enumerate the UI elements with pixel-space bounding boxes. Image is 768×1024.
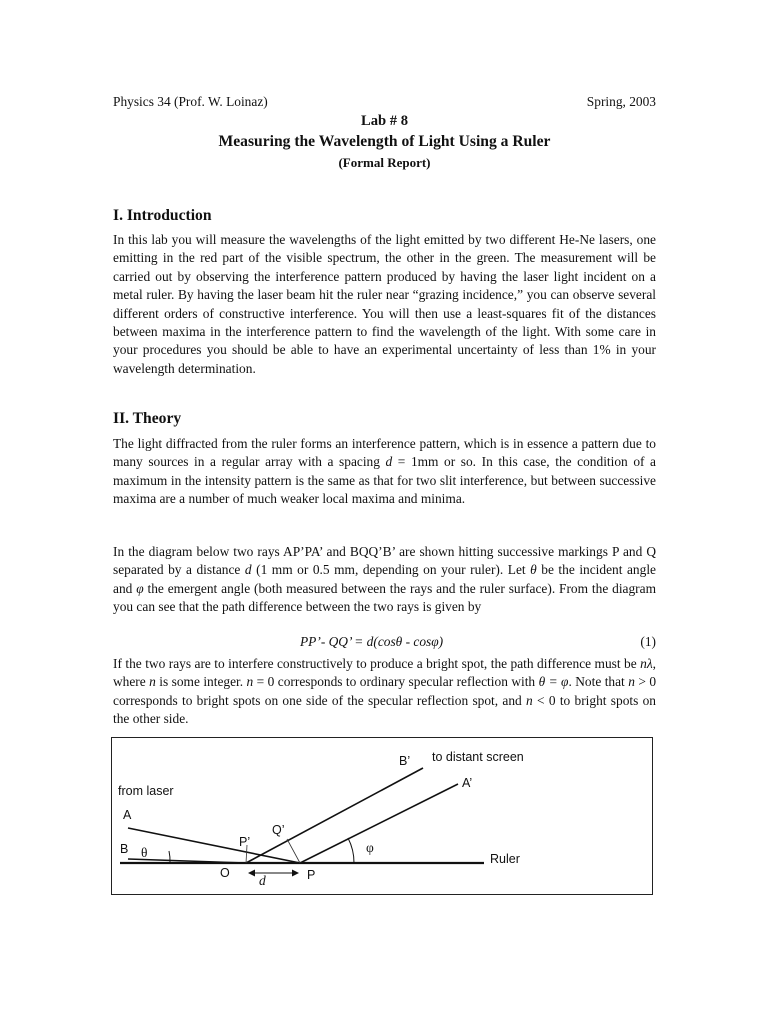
term-label: Spring, 2003: [586, 94, 656, 109]
label-a: A: [123, 808, 132, 822]
lab-number: Lab # 8: [360, 113, 409, 129]
symbol-d: d: [385, 454, 393, 470]
intro-paragraph: In this lab you will measure the wavelengths of the light emitted by two different He-Ne lasers, one emitting in the red part of the visible spectrum, the other in the green. The measurement will be carried out by observing the interference pattern produced by having the laser light incident on a metal ruler. By having the laser beam hit the ruler near “grazing incidence,” you can observe several different orders of constructive interference. You will then use a least-squares fit of the distances between maxima in the interference pattern to find the wavelength of the light. With some care in your procedures you should be able to have an experimental uncertainty of less than 1% in your wavelength determination.: [113, 232, 656, 376]
text-run: = 0 corresponds to ordinary specular reflection with: [253, 674, 539, 690]
symbol-n: n: [149, 674, 156, 690]
theory-paragraph-3: [113, 655, 656, 729]
label-p: P: [307, 868, 316, 882]
intro-heading: I. Introduction: [113, 207, 212, 224]
text-run: is some integer.: [155, 674, 247, 690]
label-p-prime: P’: [239, 835, 251, 849]
symbol-n-lambda: nλ: [640, 656, 653, 671]
text-run: > 0 corresponds to bright spots on one side of the specular reflection spot, and: [113, 674, 657, 708]
symbol-theta: θ: [530, 562, 537, 578]
symbol-n: n: [246, 674, 254, 690]
label-b: B: [120, 842, 129, 856]
label-d: d: [259, 873, 266, 888]
symbol-n: n: [628, 674, 635, 690]
symbol-n: n: [526, 692, 533, 708]
course-label: Physics 34 (Prof. W. Loinaz): [113, 94, 268, 109]
page-subtitle: (Formal Report): [338, 155, 431, 170]
label-to-distant-screen: to distant screen: [432, 750, 524, 764]
symbol-d: d: [244, 562, 252, 578]
label-a-prime: A’: [462, 776, 473, 790]
page-title: Measuring the Wavelength of Light Using a Ruler: [218, 133, 551, 150]
text-run: The light diffracted from the ruler forms an interference pattern, which is in essence a pattern due to many sources in a regular array with a spacing: [113, 436, 656, 470]
label-b-prime: B’: [399, 754, 411, 768]
text-run: = 1mm or so. In this case, the condition of a maximum in the intensity pattern is the same as that for two slit interference, but between successive maxima are a number of much weaker local maxima and minima.: [113, 454, 656, 507]
label-q-prime: Q’: [272, 823, 285, 837]
text-run: the emergent angle (both measured between the rays and the ruler surface). From the diagram you can see that the path difference between the two rays is given by: [113, 580, 656, 615]
text-run: (1 mm or 0.5 mm, depending on your ruler). Let: [251, 562, 531, 578]
text-run: be the incident angle and: [113, 562, 656, 596]
text-run: In the diagram below two rays AP’PA’ and BQQ’B’ are shown hitting successive markings P and Q separated by a distance: [113, 544, 656, 578]
equation: PP’- QQ’ = d(cosθ - cosφ): [300, 634, 444, 649]
theory-paragraph-1: [113, 435, 656, 509]
ray-a-emergent: [300, 784, 458, 863]
label-from-laser: from laser: [118, 784, 174, 798]
diagram-figure: [111, 737, 653, 895]
text-run: . Note that: [568, 674, 629, 690]
text-run: If the two rays are to interfere constructively to produce a bright spot, the path difference must be: [113, 656, 641, 671]
text-run: , where: [113, 656, 656, 690]
label-theta: θ: [141, 845, 148, 860]
label-ruler: Ruler: [490, 852, 520, 866]
text-run: < 0 to bright spots on the other side.: [113, 692, 656, 727]
equation-row: [113, 634, 656, 652]
symbol-phi: φ: [136, 580, 144, 596]
label-phi: φ: [366, 840, 374, 855]
diagram-svg: [112, 738, 654, 896]
theory-paragraph-2: [113, 543, 656, 617]
symbol-condition: θ = φ: [538, 674, 569, 690]
construction-line-q-prime: [287, 839, 300, 863]
theory-heading: II. Theory: [113, 410, 182, 427]
phi-angle-arc: [348, 838, 354, 863]
equation-number: (1): [640, 634, 656, 649]
header-row: [113, 94, 656, 110]
label-o: O: [220, 866, 230, 880]
